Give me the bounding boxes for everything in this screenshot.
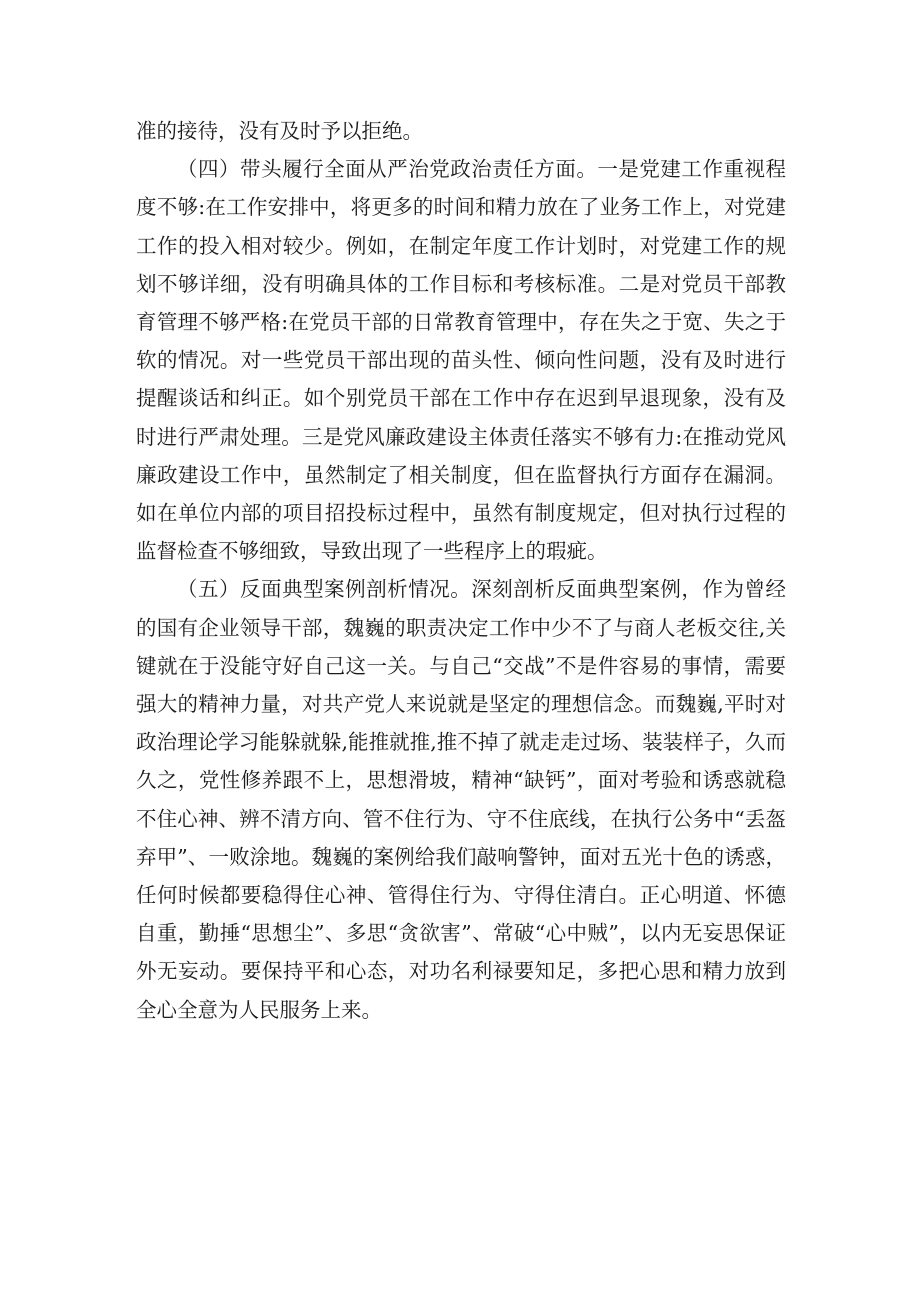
paragraph-continuation: 准的接待，没有及时予以拒绝。 (136, 119, 423, 143)
document-body (136, 112, 786, 1029)
paragraph-section-five: （五）反面典型案例剖析情况。深刻剖析反面典型案例，作为曾经的国有企业领导干部，魏巍的职责决定工作中少不了与商人老板交往,关键就在于没能守好自己这一关。与自己“交战”不是件容易的事情，需要强大的精神力量，对共产党人来说就是坚定的理想信念。而魏巍,平时对政治理论学习能躲就躲,能推就推,推不掉了就走走过场、装装样子，久而久之，党性修养跟不上，思想滑坡，精神“缺钙”，面对考验和诱惑就稳不住心神、辨不清方向、管不住行为、守不住底线，在执行公务中“丢盔弃甲”、一败涂地。魏巍的案例给我们敲响警钟，面对五光十色的诱惑，任何时候都要稳得住心神、管得住行为、守得住清白。正心明道、怀德自重，勤捶“思想尘”、多思“贪欲害”、常破“心中贼”，以内无妄思保证外无妄动。要保持平和心态，对功名利禄要知足，多把心思和精力放到全心全意为人民服务上来。 (136, 577, 786, 1022)
paragraph-section-four: （四）带头履行全面从严治党政治责任方面。一是党建工作重视程度不够:在工作安排中，将更多的时间和精力放在了业务工作上，对党建工作的投入相对较少。例如，在制定年度工作计划时，对党建工作的规划不够详细，没有明确具体的工作目标和考核标准。二是对党员干部教育管理不够严格:在党员干部的日常教育管理中，存在失之于宽、失之于软的情况。对一些党员干部出现的苗头性、倾向性问题，没有及时进行提醒谈话和纠正。如个别党员干部在工作中存在迟到早退现象，没有及时进行严肃处理。三是党风廉政建设主体责任落实不够有力:在推动党风廉政建设工作中，虽然制定了相关制度，但在监督执行方面存在漏洞。如在单位内部的项目招投标过程中，虽然有制度规定，但对执行过程的监督检查不够细致，导致出现了一些程序上的瑕疵。 (136, 157, 786, 564)
